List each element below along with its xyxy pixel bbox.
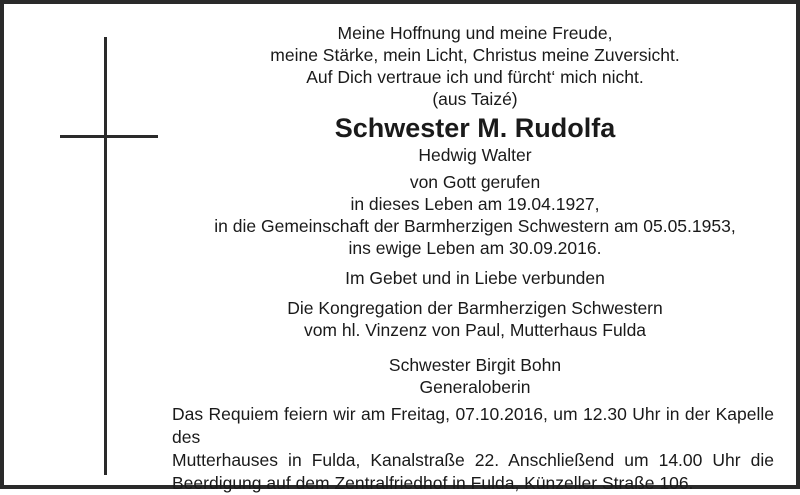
verse-line: meine Stärke, mein Licht, Christus meine Zuversicht. bbox=[270, 45, 680, 65]
called-line: von Gott gerufen bbox=[409, 172, 541, 192]
called-line: ins ewige Leben am 30.09.2016. bbox=[348, 238, 602, 258]
superior-title: Generaloberin bbox=[419, 377, 531, 397]
requiem-line: Das Requiem feiern wir am Freitag, 07.10.2016, um 12.30 Uhr in der Kapelle des bbox=[172, 404, 774, 447]
congregation-line: Die Kongregation der Barmherzigen Schwestern bbox=[287, 298, 663, 318]
prayer-line: Im Gebet und in Liebe verbunden bbox=[345, 268, 605, 288]
deceased-name: Schwester M. Rudolfa bbox=[334, 113, 616, 143]
requiem-line: Mutterhauses in Fulda, Kanalstraße 22. Anschließend um 14.00 Uhr die bbox=[172, 450, 774, 470]
cross-icon bbox=[104, 37, 107, 475]
congregation-line: vom hl. Vinzenz von Paul, Mutterhaus Fulda bbox=[303, 320, 647, 340]
birth-name: Hedwig Walter bbox=[418, 145, 532, 165]
requiem-line: Beerdigung auf dem Zentralfriedhof in Fulda, Künzeller Straße 106. bbox=[172, 473, 694, 493]
called-line: in die Gemeinschaft der Barmherzigen Schwestern am 05.05.1953, bbox=[214, 216, 736, 236]
verse-line: Meine Hoffnung und meine Freude, bbox=[337, 23, 613, 43]
cross-icon-bar bbox=[60, 135, 158, 138]
superior-name: Schwester Birgit Bohn bbox=[388, 355, 562, 375]
requiem-paragraph bbox=[172, 403, 774, 495]
verse-line: Auf Dich vertraue ich und fürcht‘ mich nicht. bbox=[306, 67, 644, 87]
verse-source: (aus Taizé) bbox=[432, 89, 518, 109]
called-line: in dieses Leben am 19.04.1927, bbox=[350, 194, 600, 214]
